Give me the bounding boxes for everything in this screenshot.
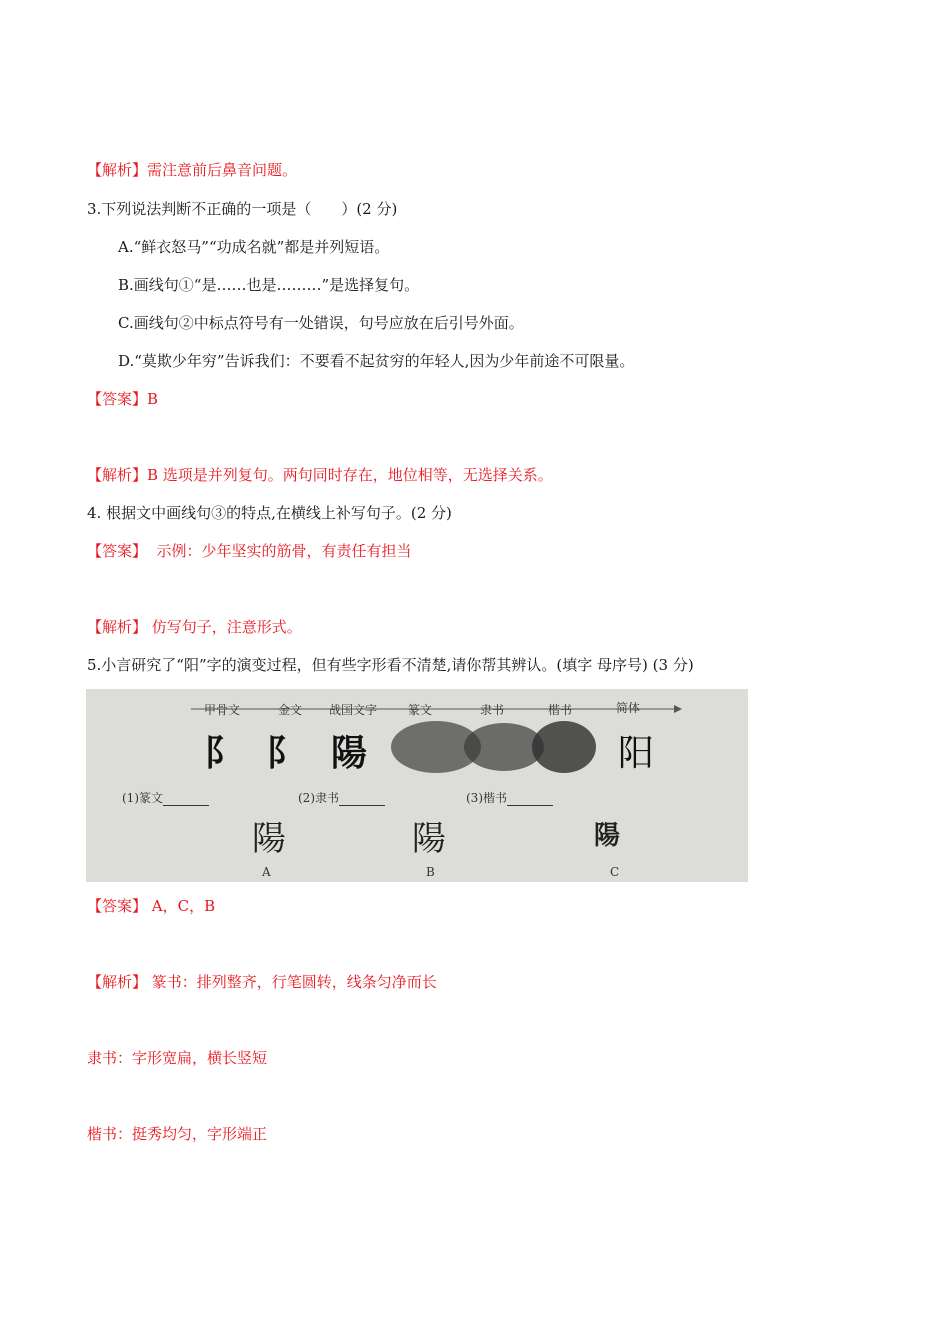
q3-answer (87, 389, 158, 409)
q3-analysis (87, 465, 553, 485)
q5-answer (87, 896, 215, 916)
q5-analysis (87, 972, 437, 992)
option-letter: B (426, 865, 435, 879)
timeline-label: 简体 (616, 701, 641, 715)
analysis-text: 仿写句子，注意形式。 (147, 618, 302, 636)
kaishu-note: 楷书：挺秀均匀，字形端正 (87, 1125, 268, 1143)
question-2: (2)隶书 (298, 789, 385, 806)
answer-tag: 【答案】 (87, 897, 148, 915)
q5-stem: 5.小言研究了“阳”字的演变过程，但有些字形看不清楚,请你帮其辨认。(填字 母序号) (3 分) (87, 656, 694, 674)
analysis-tag: 【解析】 (87, 466, 148, 484)
timeline-label: 楷书 (548, 703, 573, 717)
answer-text: 示例：少年坚实的筋骨，有责任有担当 (147, 542, 412, 560)
option-char-c: 陽 (594, 821, 621, 851)
answer-tag: 【答案】 (87, 542, 148, 560)
option-char-a: 陽 (252, 819, 286, 859)
timeline-label: 篆文 (408, 703, 433, 717)
analysis-text: B 选项是并列复句。两句同时存在，地位相等，无选择关系。 (147, 466, 553, 484)
lishu-note: 隶书：字形宽扁，横长竖短 (87, 1049, 268, 1067)
q4-stem: 4. 根据文中画线句③的特点,在横线上补写句子。(2 分) (87, 504, 452, 522)
simplified-char: 阳 (618, 733, 655, 774)
answer-tag: 【答案】 (87, 390, 148, 408)
q2-analysis (87, 160, 297, 180)
timeline-label: 甲骨文 (204, 703, 241, 717)
q4-answer (87, 541, 412, 561)
analysis-text: 篆书：排列整齐，行笔圆转，线条匀净而长 (147, 973, 437, 991)
question-1: (1)篆文 (122, 789, 209, 806)
q3-option-c: C.画线句②中标点符号有一处错误，句号应放在后引号外面。 (118, 314, 524, 332)
answer-text: B (147, 390, 159, 408)
analysis-tag: 【解析】 (87, 618, 148, 636)
q3-stem: 3.下列说法判断不正确的一项是（ ）(2 分) (87, 200, 398, 218)
answer-text: A，C，B (147, 897, 216, 915)
analysis-tag: 【解析】 (87, 161, 148, 179)
timeline-label: 战国文字 (329, 703, 378, 717)
q4-analysis (87, 617, 302, 637)
option-letter: C (610, 865, 620, 879)
option-char-b: 陽 (412, 819, 446, 859)
analysis-tag: 【解析】 (87, 973, 148, 991)
bronze-char: 阝 (266, 732, 303, 774)
timeline-label: 隶书 (480, 703, 505, 717)
oracle-bone-char: 阝 (204, 732, 241, 774)
q3-option-a: A.“鲜衣怒马”“功成名就”都是并列短语。 (118, 238, 390, 256)
option-letter: A (262, 865, 271, 879)
timeline-label: 金文 (278, 703, 303, 717)
q3-option-d: D.“莫欺少年穷”告诉我们：不要看不起贫穷的年轻人,因为少年前途不可限量。 (118, 352, 635, 370)
warring-states-char: 陽 (331, 732, 368, 774)
character-evolution-figure (86, 689, 748, 882)
q3-option-b: B.画线句①“是……也是………”是选择复句。 (118, 276, 420, 294)
question-3: (3)楷书 (466, 789, 553, 806)
analysis-text: 需注意前后鼻音问题。 (147, 161, 298, 179)
